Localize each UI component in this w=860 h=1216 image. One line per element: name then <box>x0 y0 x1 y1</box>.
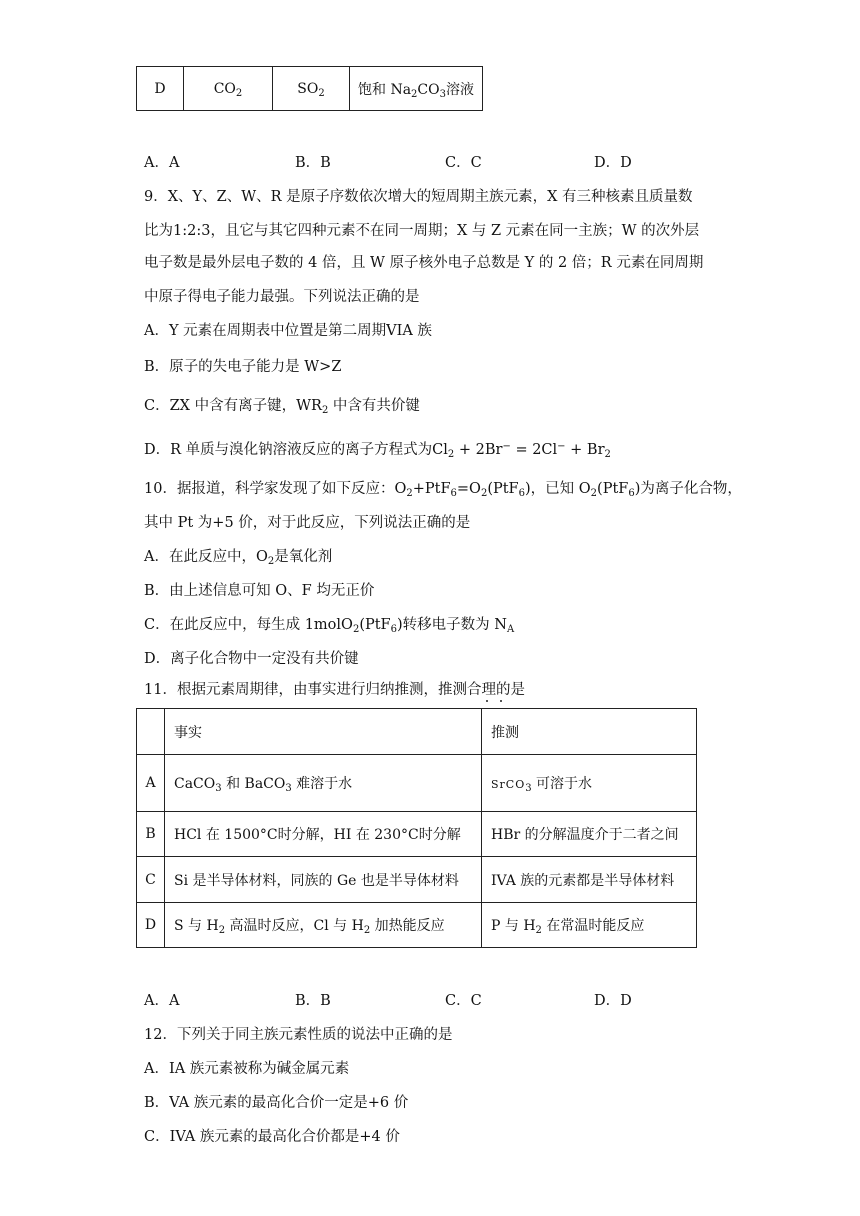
q10-option-d: D．离子化合物中一定没有共价键 <box>144 651 359 667</box>
emphasis-dot <box>500 700 502 702</box>
fact-cell: HCl 在 1500°C时分解，HI 在 230°C时分解 <box>165 812 482 857</box>
q8-option-b: B．B <box>295 155 331 171</box>
row-label: B <box>137 812 165 857</box>
q9-stem-line: 中原子得电子能力最强。下列说法正确的是 <box>144 289 420 305</box>
q11-option-c: C．C <box>445 993 482 1009</box>
q11-stem: 11．根据元素周期律，由事实进行归纳推测，推测合理的是 <box>144 682 525 698</box>
q10-stem-line: 10．据报道，科学家发现了如下反应：$O_2+PtF_6=O_2(PtF_6)$，已知 $O_2(PtF_6)$为离子化合物， <box>144 481 742 499</box>
q9-stem-line: 电子数是最外层电子数的 4 倍，且 W 原子核外电子总数是 Y 的 2 倍；R 元素在同周期 <box>144 255 704 271</box>
q8-option-table <box>136 66 483 111</box>
q10-option-b: B．由上述信息可知 O、F 均无正价 <box>144 583 375 599</box>
q9-option-c: C．ZX 中含有离子键，$WR_2$ 中含有共价键 <box>144 398 420 416</box>
table-cell: D <box>137 67 184 111</box>
q10-option-c: C．在此反应中，每生成 1molO$_2$(PtF$_6$)转移电子数为 $N_A$ <box>144 617 515 635</box>
fact-cell: Si 是半导体材料，同族的 Ge 也是半导体材料 <box>165 857 482 903</box>
table-cell: 饱和 $Na_2CO_3$溶液 <box>350 67 483 111</box>
q11-option-b: B．B <box>295 993 331 1009</box>
q9-stem-line: 9．X、Y、Z、W、R 是原子序数依次增大的短周期主族元素，X 有三种核素且质量数 <box>144 189 693 205</box>
row-label: D <box>137 903 165 948</box>
header-cell: 事实 <box>165 709 482 755</box>
q10-option-a: A．在此反应中，$O_2$是氧化剂 <box>144 549 333 567</box>
q12-option-b: B．VA 族元素的最高化合价一定是+6 价 <box>144 1095 409 1111</box>
table-row <box>137 903 697 948</box>
q12-option-a: A．IA 族元素被称为碱金属元素 <box>144 1061 350 1077</box>
row-label: C <box>137 857 165 903</box>
table-cell: $CO_2$ <box>184 67 273 111</box>
inference-cell: HBr 的分解温度介于二者之间 <box>482 812 697 857</box>
q9-stem-line: 比为1:2:3，且它与其它四种元素不在同一周期；X 与 Z 元素在同一主族；W 的次外层 <box>144 223 700 239</box>
q8-option-c: C．C <box>445 155 482 171</box>
q9-option-b: B．原子的失电子能力是 W>Z <box>144 359 342 375</box>
inference-cell: P 与 $H_2$ 在常温时能反应 <box>482 903 697 948</box>
q10-stem-line: 其中 Pt 为+5 价，对于此反应，下列说法正确的是 <box>144 515 471 531</box>
header-cell: 推测 <box>482 709 697 755</box>
table-row <box>137 67 483 111</box>
q12-stem: 12．下列关于同主族元素性质的说法中正确的是 <box>144 1027 453 1043</box>
fact-cell: S 与 $H_2$ 高温时反应，Cl 与 $H_2$ 加热能反应 <box>165 903 482 948</box>
q12-option-c: C．IVA 族元素的最高化合价都是+4 价 <box>144 1129 400 1145</box>
q11-table <box>136 708 697 948</box>
table-cell: $SO_2$ <box>273 67 350 111</box>
q9-option-d: D．R 单质与溴化钠溶液反应的离子方程式为$Cl_2 + 2Br^- = 2Cl^- + Br_2$ <box>144 441 611 460</box>
row-label: A <box>137 755 165 812</box>
q9-option-a: A．Y 元素在周期表中位置是第二周期VIA 族 <box>144 323 432 339</box>
header-cell <box>137 709 165 755</box>
table-row <box>137 857 697 903</box>
inference-cell: SrCO$_3$ 可溶于水 <box>482 755 697 812</box>
table-row <box>137 755 697 812</box>
q11-option-a: A．A <box>144 993 180 1009</box>
table-header-row <box>137 709 697 755</box>
fact-cell: CaCO$_3$ 和 BaCO$_3$ 难溶于水 <box>165 755 482 812</box>
table-row <box>137 812 697 857</box>
inference-cell: IVA 族的元素都是半导体材料 <box>482 857 697 903</box>
q8-option-a: A．A <box>144 155 180 171</box>
q11-option-d: D．D <box>594 993 632 1009</box>
emphasis-dot <box>486 700 488 702</box>
q8-option-d: D．D <box>594 155 632 171</box>
